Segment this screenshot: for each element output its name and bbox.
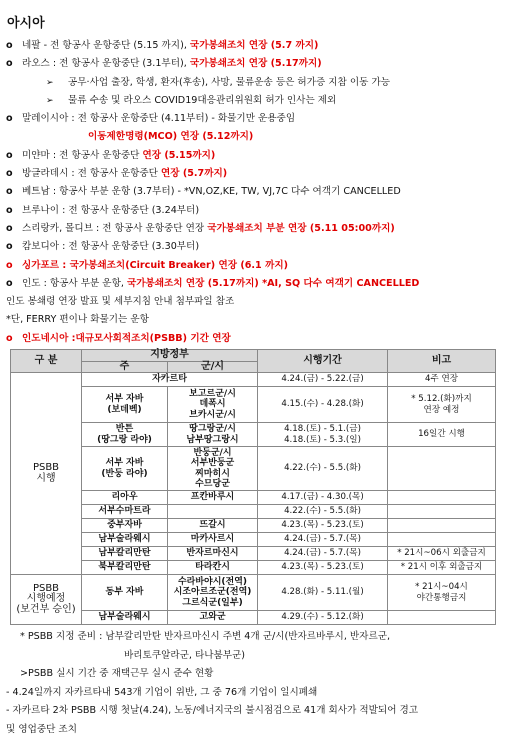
- item-highlight: 이동제한명령(MCO) 연장 (5.12까지): [88, 131, 254, 143]
- item-highlight: 싱가포르 : 국가봉쇄조치(Circuit Breaker) 연장 (6.1 까지): [22, 259, 288, 271]
- bullet-marker: o: [6, 204, 13, 216]
- period-cell: 4.17.(금) - 4.30.(목): [258, 491, 388, 505]
- period-cell: 4.23.(목) - 5.23.(토): [258, 519, 388, 533]
- note-cell: 4주 연장: [388, 373, 496, 387]
- list-item: [6, 330, 503, 348]
- bullet-marker: o: [6, 40, 13, 51]
- table-row: [11, 387, 496, 423]
- table-row: [11, 519, 496, 533]
- group-label-psbb-planned: PSBB 시행예정 (보건부 승인): [11, 575, 82, 625]
- item-text: 인도 : 항공사 부분 운항,: [22, 277, 127, 289]
- list-item: [6, 55, 503, 73]
- note-cell: * 21시~06시 외출금지: [388, 547, 496, 561]
- note-cell: [388, 491, 496, 505]
- item-text: 라오스 : 전 항공사 운항중단 (3.1부터),: [22, 58, 190, 70]
- table-row: [11, 491, 496, 505]
- table-row: [11, 373, 496, 387]
- province-cell: 남부술라웨시: [82, 533, 168, 547]
- city-cell: 프칸바루시: [168, 491, 258, 505]
- table-row: [11, 447, 496, 491]
- table-row: [11, 505, 496, 519]
- item-text: 베트남 : 항공사 부분 운항 (3.7부터) - *VN,OZ,KE, TW, VJ,7C 다수 여객기 CANCELLED: [22, 186, 401, 198]
- psbb-table-body: [11, 373, 496, 625]
- item-text: 캄보디아 : 전 항공사 운항중단 (3.30부터): [22, 241, 200, 253]
- table-row: [11, 561, 496, 575]
- item-text: 네팔 - 전 항공사 운항중단 (5.15 까지),: [22, 40, 190, 51]
- note-cell: * 21시~04시 야간통행금지: [388, 575, 496, 611]
- city-cell: 보고르군/시 데폭시 브카시군/시: [168, 387, 258, 423]
- city-cell: 고와군: [168, 611, 258, 625]
- document-body: [6, 12, 503, 348]
- province-cell: 서부 자바 (반둥 라야): [82, 447, 168, 491]
- footer-line: - 4.24일까지 자카르타내 543개 기업이 위반, 그 중 76개 기업이 일시폐쇄: [6, 686, 318, 698]
- city-cell: [168, 505, 258, 519]
- note-cell: 16일간 시행: [388, 423, 496, 447]
- footer-line: 바리토쿠알라군, 타나붐부군): [124, 649, 246, 661]
- province-cell: 반튼 (땅그랑 라야): [82, 423, 168, 447]
- item-highlight: 연장 (5.15까지): [142, 149, 216, 161]
- list-item: [6, 183, 503, 201]
- arrow-bullet-icon: ➢: [46, 77, 54, 88]
- bullet-marker: o: [6, 259, 13, 271]
- footer-line: >PSBB 실시 기간 중 재택근무 실시 준수 현황: [20, 668, 214, 679]
- item-highlight: 국가봉쇄조치 부분 연장 (5.11 05:00까지): [207, 222, 395, 234]
- list-item: [6, 110, 503, 128]
- header-note: 비고: [388, 350, 496, 373]
- list-item: [6, 202, 503, 220]
- note-cell: [388, 447, 496, 491]
- province-cell: 남부술라웨시: [82, 611, 168, 625]
- country-list: [6, 37, 503, 348]
- item-text: 방글라데시 : 전 항공사 운항중단: [22, 168, 161, 180]
- bullet-marker: o: [6, 168, 13, 180]
- period-cell: 4.22.(수) - 5.5.(화): [258, 505, 388, 519]
- note-cell: [388, 505, 496, 519]
- city-cell: 땅그랑군/시 남부땅그랑시: [168, 423, 258, 447]
- item-highlight: 연장 (5.7까지): [160, 168, 228, 180]
- province-cell: 동부 자바: [82, 575, 168, 611]
- table-row: [11, 547, 496, 561]
- period-cell: 4.29.(수) - 5.12.(화): [258, 611, 388, 625]
- list-item: [6, 257, 503, 275]
- period-cell: 4.22.(수) - 5.5.(화): [258, 447, 388, 491]
- note-cell: * 21시 이후 외출금지: [388, 561, 496, 575]
- province-cell: 남부칼리만탄: [82, 547, 168, 561]
- item-text: 말레이시아 : 전 항공사 운항중단 (4.11부터) - 화물기만 운용중임: [22, 113, 296, 125]
- province-cell: 서부 자바 (보데벡): [82, 387, 168, 423]
- period-cell: 4.23.(목) - 5.23.(토): [258, 561, 388, 575]
- period-cell: 4.28.(화) - 5.11.(월): [258, 575, 388, 611]
- province-cell: 북부칼리만탄: [82, 561, 168, 575]
- item-highlight: 국가봉쇄조치 연장 (5.7 까지): [189, 40, 319, 51]
- period-cell: 4.24.(금) - 5.7.(목): [258, 533, 388, 547]
- bullet-marker: o: [6, 186, 13, 198]
- list-item: [6, 37, 503, 55]
- list-item: [6, 238, 503, 256]
- header-category: 구 분: [11, 350, 82, 373]
- item-highlight: 국가봉쇄조치 연장 (5.17까지): [189, 58, 322, 70]
- city-cell: 마카사르시: [168, 533, 258, 547]
- period-cell: 4.18.(토) - 5.1.(금) 4.18.(토) - 5.3.(일): [258, 423, 388, 447]
- group-label-psbb: PSBB 시행: [11, 373, 82, 575]
- city-cell: 수라바야시(전역) 시조아르조군(전역) 그르식군(일부): [168, 575, 258, 611]
- list-item: [6, 311, 503, 329]
- item-text: 브루나이 : 전 항공사 운항중단 (3.24부터): [22, 204, 200, 216]
- item-text: 공무·사업 출장, 학생, 환자(후송), 사망, 물류운송 등은 허가증 지참 이동 가능: [68, 76, 390, 88]
- note-cell: [388, 533, 496, 547]
- list-item: [6, 165, 503, 183]
- list-item: [6, 275, 503, 293]
- period-cell: 4.24.(금) - 5.22.(금): [258, 373, 388, 387]
- item-highlight: 국가봉쇄조치 연장 (5.17까지) *AI, SQ 다수 여객기 CANCELLED: [126, 277, 420, 289]
- bullet-marker: o: [6, 277, 13, 289]
- list-item: [6, 220, 503, 238]
- header-period: 시행기간: [258, 350, 388, 373]
- footer-notes: [6, 628, 503, 739]
- province-cell: 서부수마트라: [82, 505, 168, 519]
- footer-line: 및 영업중단 조치: [6, 723, 77, 735]
- footer-line: * PSBB 지정 준비 : 남부칼리만탄 반자르마신시 주변 4개 군/시(반자르바루시, 반자르군,: [20, 631, 391, 642]
- province-cell: 리아우: [82, 491, 168, 505]
- item-text: 스리랑카, 몰디브 : 전 항공사 운항중단 연장: [22, 222, 208, 234]
- bullet-marker: o: [6, 222, 13, 234]
- city-cell: 반둥군/시 서부반둥군 찌마히시 수므당군: [168, 447, 258, 491]
- item-text: 인도 봉쇄령 연장 발표 및 세부지침 안내 첨부파일 참조: [6, 296, 235, 308]
- city-cell: 타라칸시: [168, 561, 258, 575]
- item-text: 물류 수송 및 라오스 COVID19대응관리위원회 허가 인사는 제외: [68, 94, 337, 106]
- period-cell: 4.15.(수) - 4.28.(화): [258, 387, 388, 423]
- bullet-marker: o: [6, 241, 13, 253]
- psbb-table: [10, 349, 496, 625]
- item-text: 미얀마 : 전 항공사 운항중단: [22, 149, 143, 161]
- table-row: [11, 533, 496, 547]
- list-item: [6, 147, 503, 165]
- list-item: [6, 128, 503, 146]
- item-text: *단, FERRY 편이나 화물기는 운항: [6, 314, 149, 326]
- table-row: [11, 611, 496, 625]
- arrow-bullet-icon: ➢: [46, 95, 54, 106]
- section-title: 아시아: [7, 16, 45, 31]
- city-cell: 반자르마신시: [168, 547, 258, 561]
- table-row: [11, 423, 496, 447]
- bullet-marker: o: [6, 113, 13, 125]
- note-cell: * 5.12.(화)까지 연장 예정: [388, 387, 496, 423]
- bullet-marker: o: [6, 58, 13, 70]
- note-cell: [388, 519, 496, 533]
- bullet-marker: o: [6, 332, 13, 344]
- province-cell: 중부자바: [82, 519, 168, 533]
- header-local-gov: 지방정부: [82, 350, 258, 362]
- list-item: [6, 92, 503, 110]
- province-cell: 자카르타: [82, 373, 258, 387]
- header-province: 주: [82, 361, 168, 373]
- city-cell: 뜨갈시: [168, 519, 258, 533]
- bullet-marker: o: [6, 149, 13, 161]
- item-highlight: 인도네시아 :대규모사회적조치(PSBB) 기간 연장: [22, 332, 231, 344]
- note-cell: [388, 611, 496, 625]
- list-item: [6, 293, 503, 311]
- period-cell: 4.24.(금) - 5.7.(목): [258, 547, 388, 561]
- footer-line: - 자카르타 2차 PSBB 시행 첫날(4.24), 노동/에너지국의 불시점검으로 41개 회사가 적발되어 경고: [6, 705, 419, 716]
- list-item: [6, 74, 503, 92]
- header-city: 군/시: [168, 361, 258, 373]
- table-row: [11, 575, 496, 611]
